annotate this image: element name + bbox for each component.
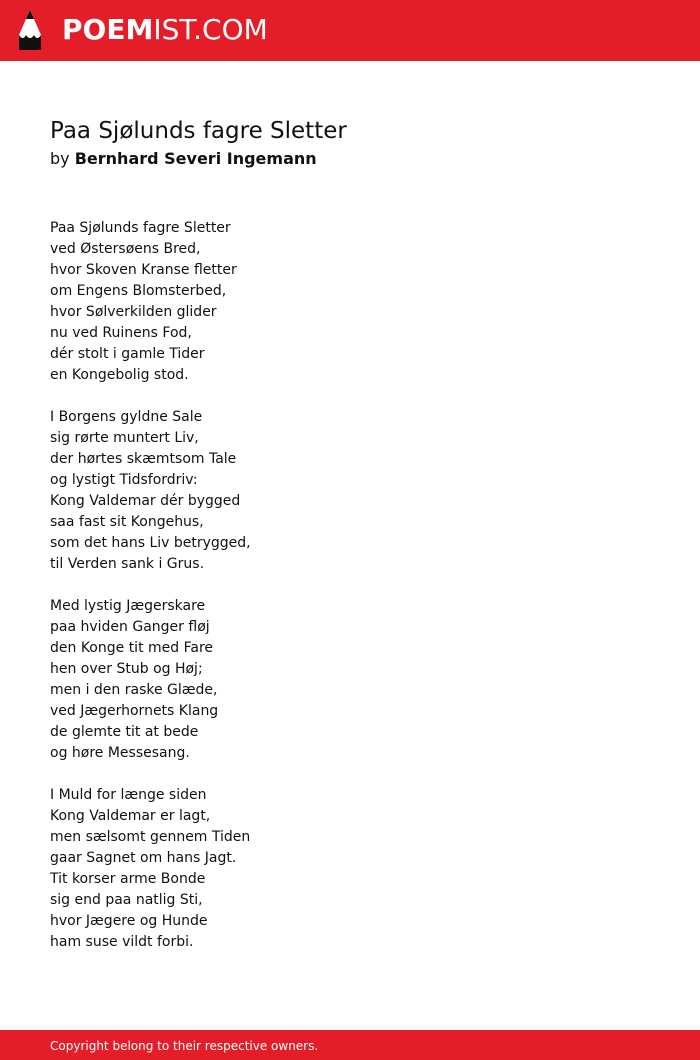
poem-line: Kong Valdemar dér bygged <box>50 493 241 509</box>
poem-line: der hørtes skæmtsom Tale <box>50 451 237 467</box>
poem-line: men i den raske Glæde, <box>50 682 218 698</box>
by-label: by <box>50 149 70 168</box>
poem-line: som det hans Liv betrygged, <box>50 535 251 551</box>
site-header <box>0 0 700 61</box>
poem-line: Med lystig Jægerskare <box>50 598 206 614</box>
site-footer <box>0 1030 700 1060</box>
poem-line: og høre Messesang. <box>50 745 190 761</box>
pencil-tip-icon[interactable] <box>16 8 44 52</box>
poem-line: Tit korser arme Bonde <box>50 871 206 887</box>
stanza <box>50 596 650 764</box>
poem-line: om Engens Blomsterbed, <box>50 283 227 299</box>
stanza <box>50 407 650 575</box>
poem-line: de glemte tit at bede <box>50 724 199 740</box>
poem-line: ved Jægerhornets Klang <box>50 703 219 719</box>
poem-line: I Borgens gyldne Sale <box>50 409 203 425</box>
author-name: Bernhard Severi Ingemann <box>74 149 317 168</box>
poem-title: Paa Sjølunds fagre Sletter <box>50 118 347 144</box>
poem-line: ham suse vildt forbi. <box>50 934 194 950</box>
poem-line: I Muld for længe siden <box>50 787 207 803</box>
poem-line: dér stolt i gamle Tider <box>50 346 205 362</box>
poem-line: hvor Jægere og Hunde <box>50 913 208 929</box>
poem-line: hvor Skoven Kranse fletter <box>50 262 237 278</box>
poem-line: gaar Sagnet om hans Jagt. <box>50 850 237 866</box>
poem-line: den Konge tit med Fare <box>50 640 214 656</box>
copyright-text: Copyright belong to their respective owners. <box>50 1039 319 1053</box>
poem-line: og lystigt Tidsfordriv: <box>50 472 198 488</box>
stanza <box>50 218 650 386</box>
site-logo[interactable] <box>62 12 268 48</box>
poem-line: til Verden sank i Grus. <box>50 556 205 572</box>
poem-line: men sælsomt gennem Tiden <box>50 829 251 845</box>
poem-body <box>50 218 650 974</box>
byline <box>50 148 317 170</box>
stanza <box>50 785 650 953</box>
poem-line: saa fast sit Kongehus, <box>50 514 204 530</box>
poem-line: sig end paa natlig Sti, <box>50 892 203 908</box>
poem-line: ved Østersøens Bred, <box>50 241 201 257</box>
poem-line: nu ved Ruinens Fod, <box>50 325 192 341</box>
poem-line: Kong Valdemar er lagt, <box>50 808 211 824</box>
poem-line: hen over Stub og Høj; <box>50 661 203 677</box>
poem-line: en Kongebolig stod. <box>50 367 189 383</box>
poem-line: Paa Sjølunds fagre Sletter <box>50 220 231 236</box>
brand-thin: IST.COM <box>153 13 268 46</box>
brand-bold: POEM <box>62 13 154 46</box>
poem-line: sig rørte muntert Liv, <box>50 430 199 446</box>
poem-line: hvor Sølverkilden glider <box>50 304 217 320</box>
poem-line: paa hviden Ganger fløj <box>50 619 210 635</box>
